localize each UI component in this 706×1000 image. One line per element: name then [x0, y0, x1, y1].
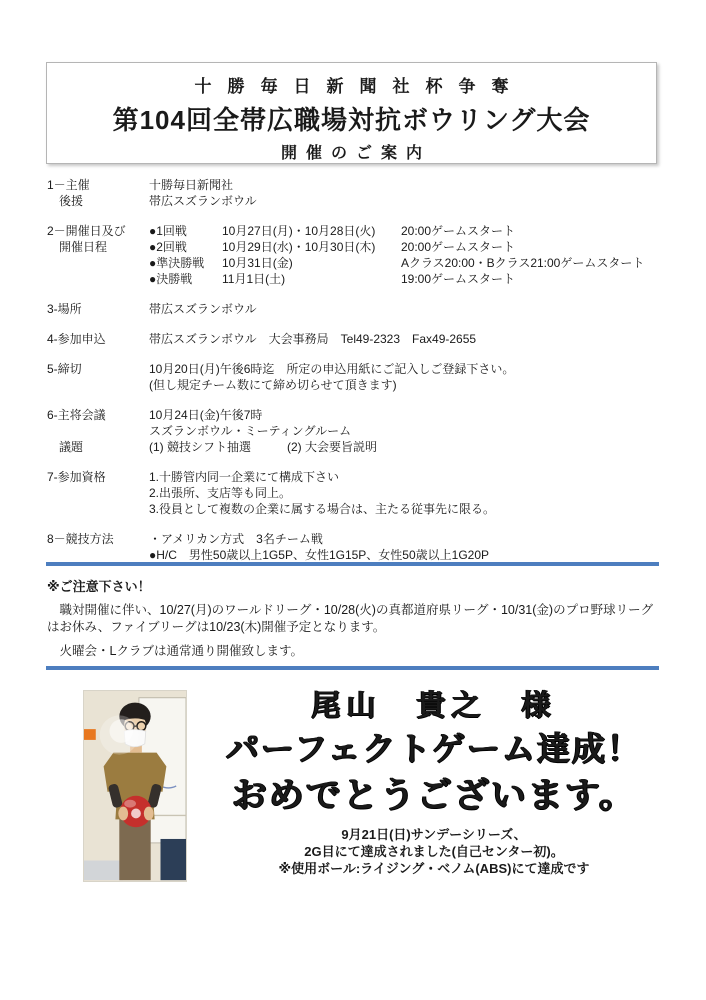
section-sublabel: 後援	[59, 194, 84, 208]
tournament-subtitle: 開催のご案内	[280, 145, 431, 162]
achievement-game: 2G目にて達成されました(自己センター初)。	[304, 844, 564, 859]
tournament-title-box	[46, 62, 657, 164]
achievement-date: 9月21日(日)サンデーシリーズ、	[341, 827, 527, 842]
notice-paragraph-line: はお休み、ファイブリーグは10/23(木)開催予定となります。	[47, 620, 386, 634]
meeting-place: スズランボウル・ミーティングルーム	[149, 424, 352, 438]
deadline-text: 10月20日(月)午後6時迄 所定の申込用紙にご記入しご登録下さい。	[149, 362, 515, 376]
section-label: 5-締切	[47, 362, 82, 376]
round-name: ●準決勝戦	[149, 256, 205, 270]
section-label: 6-主将会議	[47, 408, 106, 422]
notice-block	[47, 576, 663, 660]
notice-second-line: 火曜会・Lクラブは通常通り開催致します。	[47, 644, 303, 658]
section-sublabel: 開催日程	[59, 240, 108, 254]
notice-paragraph	[47, 602, 663, 636]
orange-sign	[84, 729, 96, 740]
round-date: 10月29日(水)・10月30日(木)	[222, 240, 376, 254]
divider-line-top	[46, 562, 659, 566]
deadline-note: (但し規定チーム数にて締め切らせて頂きます)	[149, 378, 397, 392]
section-organizer	[47, 177, 661, 209]
round-date: 10月31日(金)	[222, 256, 293, 270]
round-date: 10月27日(月)・10月28日(火)	[222, 224, 376, 238]
section-label: 1－主催	[47, 178, 90, 192]
section-format	[47, 531, 661, 563]
schedule-row	[149, 255, 661, 271]
round-time: 20:00ゲームスタート	[401, 240, 516, 254]
congrats-headline-1: パーフェクトゲーム達成！	[225, 730, 643, 767]
achiever-photo	[83, 690, 187, 882]
format-rule: ・アメリカン方式 3名チーム戦	[149, 532, 323, 546]
section-venue	[47, 301, 661, 317]
handicap-rule: ●H/C 男性50歳以上1G5P、女性1G15P、女性50歳以上1G20P	[149, 548, 490, 562]
right-hand	[144, 807, 154, 821]
section-label: 4-参加申込	[47, 332, 106, 346]
organizer-name: 十勝毎日新聞社	[149, 178, 234, 192]
flash-glare	[110, 719, 134, 743]
eligibility-rule: 3.役員として複数の企業に属する場合は、主たる従事先に限る。	[149, 502, 496, 516]
schedule-row	[149, 223, 661, 239]
round-time: 20:00ゲームスタート	[401, 224, 516, 238]
round-time: Aクラス20:00・Bクラス21:00ゲームスタート	[401, 256, 645, 270]
info-sections	[47, 177, 661, 577]
venue-name: 帯広スズランボウル	[149, 302, 257, 316]
floor	[84, 861, 123, 881]
section-label: 7-参加資格	[47, 470, 106, 484]
section-sublabel: 議題	[59, 440, 84, 454]
round-time: 19:00ゲームスタート	[401, 272, 516, 286]
schedule-row	[149, 271, 661, 287]
round-name: ●1回戦	[149, 224, 187, 238]
person-illustration	[84, 691, 186, 881]
dark-chair	[161, 839, 187, 880]
notice-title: ※ご注意下さい！	[47, 579, 151, 594]
supporter-name: 帯広スズランボウル	[149, 194, 257, 208]
achiever-name: 尾山 貴之 様	[311, 690, 557, 722]
meeting-datetime: 10月24日(金)午後7時	[149, 408, 263, 422]
divider-line-bottom	[46, 666, 659, 670]
left-hand	[118, 807, 128, 821]
section-label: 3-場所	[47, 302, 82, 316]
meeting-agenda: (1) 競技シフト抽選 (2) 大会要旨説明	[149, 440, 378, 454]
round-date: 11月1日(土)	[222, 272, 286, 286]
notice-paragraph-line: 職対開催に伴い、10/27(月)のワールドリーグ・10/28(火)の真都道府県リーグ・10/31(金)のプロ野球リーグ	[47, 603, 654, 617]
schedule-row	[149, 239, 661, 255]
section-label: 8－競技方法	[47, 532, 114, 546]
eligibility-rule: 1.十勝管内同一企業にて構成下さい	[149, 470, 340, 484]
section-captains-meeting	[47, 407, 661, 455]
section-deadline	[47, 361, 661, 393]
ball-logo	[131, 809, 141, 819]
round-name: ●2回戦	[149, 240, 187, 254]
section-schedule	[47, 223, 661, 287]
section-entry	[47, 331, 661, 347]
tournament-title: 第104回全帯広職場対抗ボウリング大会	[112, 105, 591, 135]
congrats-headline-2: おめでとうございます。	[231, 776, 637, 815]
ball-highlight	[124, 800, 136, 808]
ball-used-note: ※使用ボール:ライジング・ベノム(ABS)にて達成です	[278, 861, 590, 876]
congrats-block	[200, 686, 668, 877]
section-label: 2－開催日及び	[47, 224, 126, 238]
entry-contact: 帯広スズランボウル 大会事務局 Tel49-2323 Fax49-2655	[149, 332, 477, 346]
section-eligibility	[47, 469, 661, 517]
round-name: ●決勝戦	[149, 272, 193, 286]
cup-sponsor-line: 十勝毎日新聞社杯争奪	[194, 77, 525, 96]
eligibility-rule: 2.出張所、支店等も同上。	[149, 486, 292, 500]
congrats-details	[200, 826, 668, 877]
